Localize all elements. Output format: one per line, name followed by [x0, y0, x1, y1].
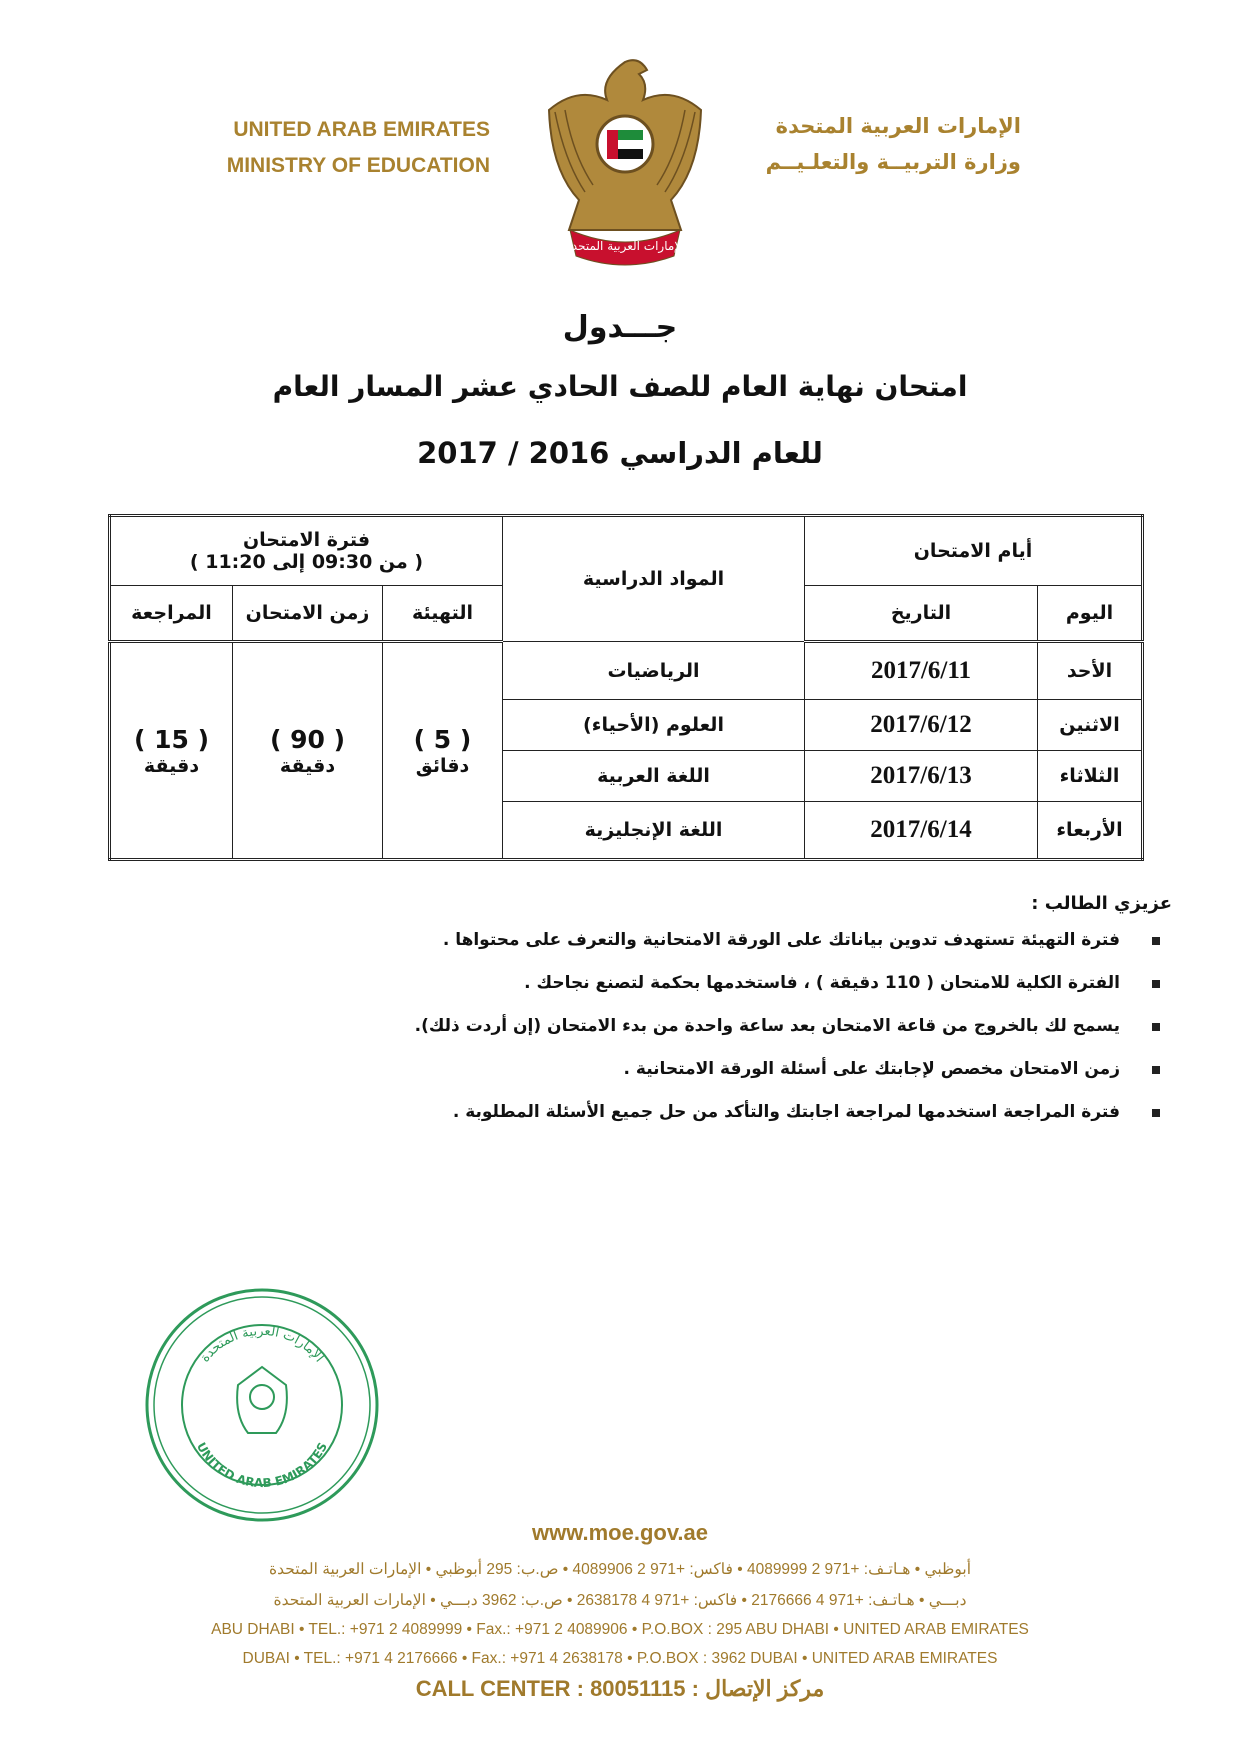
- prep-value: ( 5 ): [413, 724, 472, 754]
- exam-unit: دقيقة: [279, 754, 336, 777]
- ministry-name-ar: [756, 108, 1021, 180]
- review-duration: [110, 642, 233, 860]
- uae-label-en: UNITED ARAB EMIRATES: [233, 118, 490, 141]
- table-row: [110, 642, 1143, 700]
- header-exam-period: [110, 516, 503, 586]
- header-exam-time: زمن الامتحان: [233, 586, 383, 642]
- period-label: فترة الامتحان: [242, 529, 371, 551]
- bullet-icon: [1152, 1066, 1160, 1074]
- day-cell: الأربعاء: [1038, 802, 1143, 860]
- uae-emblem-icon: [535, 52, 715, 272]
- note-text: يسمح لك بالخروج من قاعة الامتحان بعد ساعة واحدة من بدء الامتحان (إن أردت ذلك).: [414, 1016, 1120, 1036]
- header-review: المراجعة: [110, 586, 233, 642]
- academic-year: للعام الدراسي 2016 / 2017: [417, 436, 823, 470]
- header-day: اليوم: [1038, 586, 1143, 642]
- note-text: زمن الامتحان مخصص لإجابتك على أسئلة الورقة الامتحانية .: [623, 1059, 1120, 1079]
- header-subjects: المواد الدراسية: [503, 516, 805, 642]
- prep-duration: [383, 642, 503, 860]
- prep-unit: دقائق: [415, 754, 470, 777]
- subject-cell: اللغة الإنجليزية: [503, 802, 805, 860]
- review-value: ( 15 ): [133, 724, 210, 754]
- svg-text:UNITED ARAB EMIRATES: [194, 1440, 330, 1490]
- address-abudhabi-en: ABU DHABI • TEL.: +971 2 4089999 • Fax.: +971 2 4089906 • P.O.BOX : 295 ABU DHABI • UNITED ARAB EMIRATES: [211, 1621, 1029, 1638]
- exam-duration: [233, 642, 383, 860]
- doc-subtitle: امتحان نهاية العام للصف الحادي عشر المسار العام: [272, 370, 968, 403]
- bullet-icon: [1152, 980, 1160, 988]
- date-cell: 2017/6/13: [805, 751, 1038, 802]
- doc-title: جـــدول: [562, 310, 678, 345]
- address-abudhabi-ar: أبوظبي • هـاتـف: +971 2 4089999 • فاكس: +971 2 4089906 • ص.ب: 295 أبوظبي • الإمارات العربية المتحدة: [268, 1561, 972, 1578]
- period-time: ( من 09:30 إلى 11:20 ): [189, 551, 424, 573]
- website: www.moe.gov.ae: [531, 1520, 709, 1545]
- day-cell: الاثنين: [1038, 700, 1143, 751]
- subject-cell: العلوم (الأحياء): [503, 700, 805, 751]
- note-item: [72, 1102, 1172, 1125]
- call-center: CALL CENTER : 80051115 : مركز الإتصال: [415, 1676, 825, 1701]
- ministry-label-ar: وزارة التربيــة والتعلـيــم: [765, 150, 1021, 174]
- bullet-icon: [1152, 1109, 1160, 1117]
- uae-label-ar: الإمارات العربية المتحدة: [775, 114, 1021, 138]
- bullet-icon: [1152, 937, 1160, 945]
- ministry-label-en: MINISTRY OF EDUCATION: [226, 154, 490, 177]
- stamp-text-ar: الإمارات العربية المتحدة: [197, 1323, 327, 1366]
- review-unit: دقيقة: [143, 754, 200, 777]
- header-date: التاريخ: [805, 586, 1038, 642]
- note-text: الفترة الكلية للامتحان ( 110 دقيقة ) ، فاستخدمها بحكمة لتصنع نجاحك .: [524, 973, 1120, 993]
- day-cell: الثلاثاء: [1038, 751, 1143, 802]
- date-cell: 2017/6/12: [805, 700, 1038, 751]
- ministry-name-en: [200, 112, 490, 184]
- exam-schedule-table: [108, 514, 1144, 861]
- emblem-text: الإمارات العربية المتحدة: [565, 239, 685, 253]
- date-cell: 2017/6/11: [805, 642, 1038, 700]
- address-dubai-en: DUBAI • TEL.: +971 4 2176666 • Fax.: +971 4 2638178 • P.O.BOX : 3962 DUBAI • UNITED ARAB EMIRATES: [242, 1650, 998, 1667]
- date-cell: 2017/6/14: [805, 802, 1038, 860]
- note-item: [72, 1016, 1172, 1039]
- note-item: [72, 1059, 1172, 1082]
- note-item: [72, 930, 1172, 953]
- header-exam-days: أيام الامتحان: [805, 516, 1143, 586]
- day-cell: الأحد: [1038, 642, 1143, 700]
- note-item: [72, 973, 1172, 996]
- svg-text:الإمارات العربية المتحدة: [198, 1324, 327, 1365]
- bullet-icon: [1152, 1023, 1160, 1031]
- subject-cell: الرياضيات: [503, 642, 805, 700]
- note-text: فترة التهيئة تستهدف تدوين بياناتك على الورقة الامتحانية والتعرف على محتواها .: [442, 930, 1120, 950]
- notes-heading: عزيزي الطالب :: [1031, 893, 1172, 914]
- note-text: فترة المراجعة استخدمها لمراجعة اجابتك والتأكد من حل جميع الأسئلة المطلوبة .: [452, 1102, 1120, 1122]
- stamp-text-en: UNITED ARAB EMIRATES: [193, 1440, 331, 1491]
- student-notes: [72, 893, 1172, 1145]
- header-prep: التهيئة: [383, 586, 503, 642]
- address-dubai-ar: دبـــي • هـاتـف: +971 4 2176666 • فاكس: +971 4 2638178 • ص.ب: 3962 دبـــي • الإمارات العربية المتحدة: [273, 1592, 967, 1609]
- exam-value: ( 90 ): [269, 724, 346, 754]
- ministry-stamp-icon: [142, 1285, 382, 1525]
- subject-cell: اللغة العربية: [503, 751, 805, 802]
